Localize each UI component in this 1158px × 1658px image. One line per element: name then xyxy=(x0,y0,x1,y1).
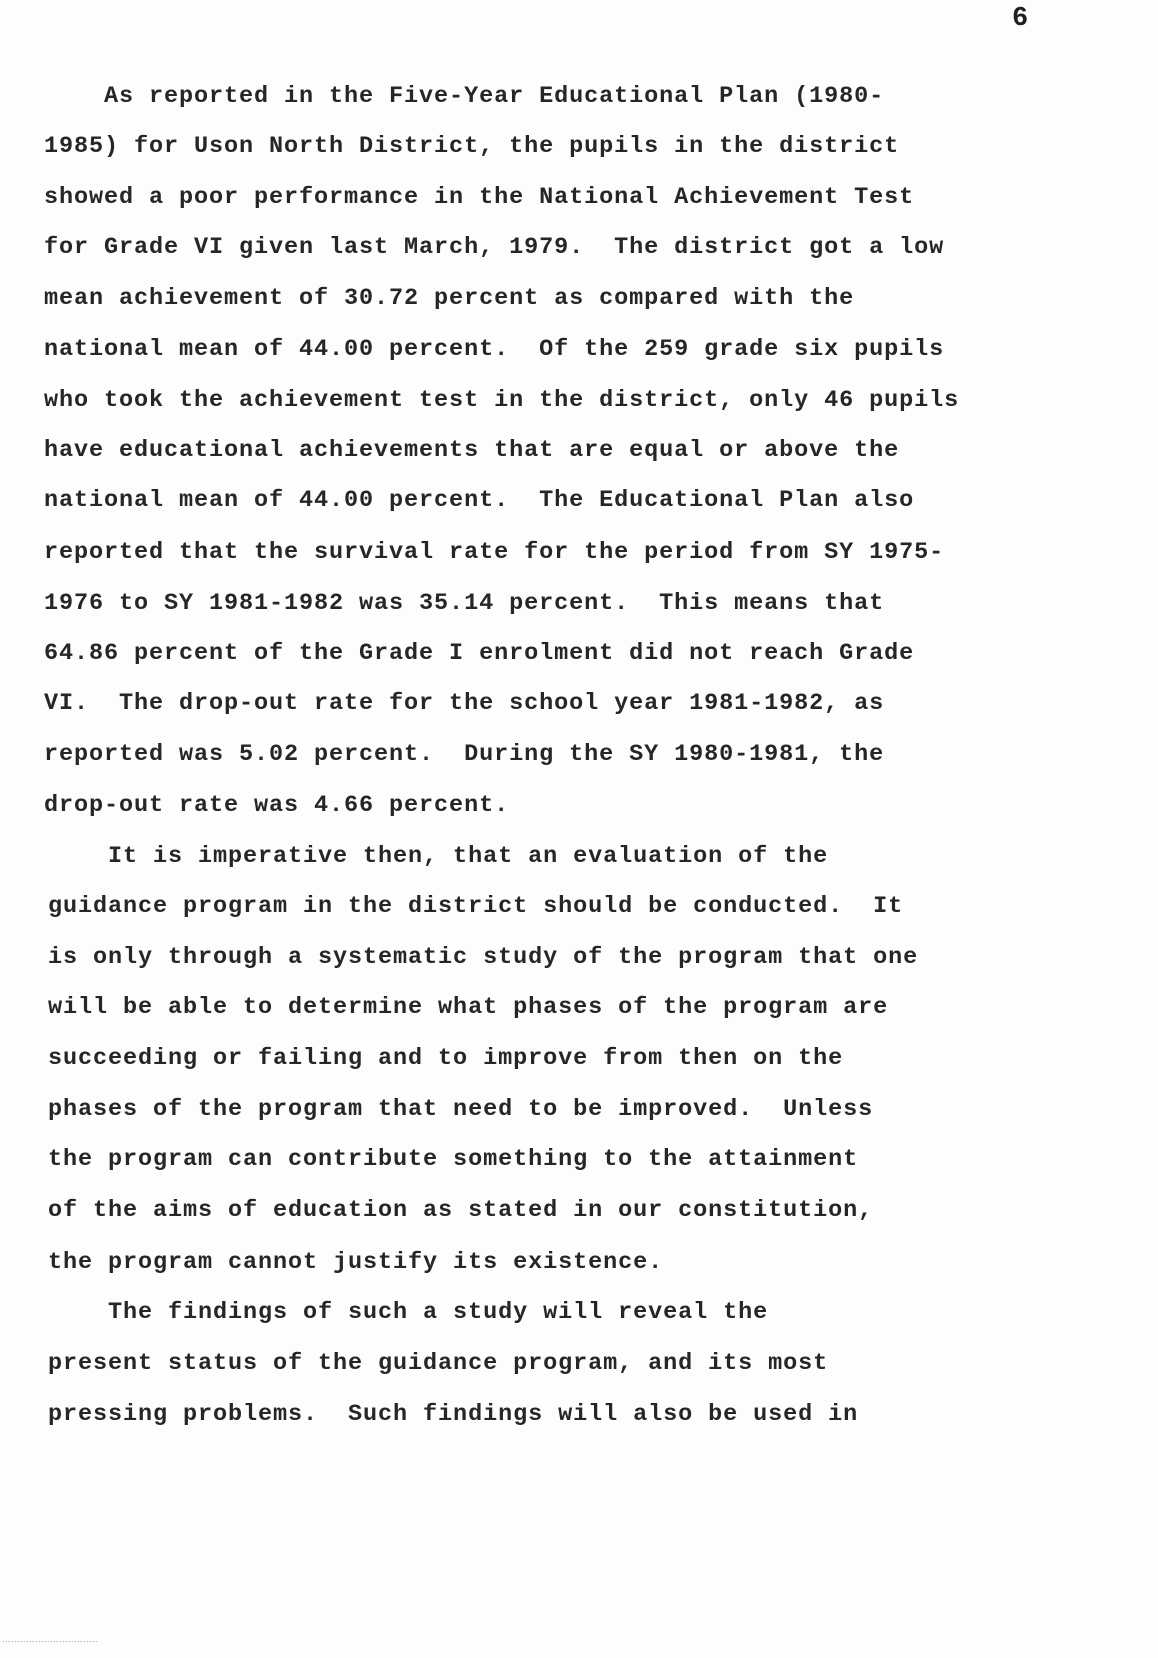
text-line-9: national mean of 44.00 percent. The Educational Plan also xyxy=(44,487,915,514)
scan-footer-note: ................................ xyxy=(2,1634,99,1644)
text-line-3: showed a poor performance in the National Achievement Test xyxy=(44,184,915,211)
text-line-18: is only through a systematic study of the program that one xyxy=(48,944,919,971)
text-line-7: who took the achievement test in the district, only 46 pupils xyxy=(44,387,960,414)
text-line-11: 1976 to SY 1981-1982 was 35.14 percent. This means that xyxy=(44,590,885,617)
text-line-17: guidance program in the district should be conducted. It xyxy=(48,893,904,920)
text-line-27: pressing problems. Such findings will also be used in xyxy=(48,1401,859,1428)
text-line-24: the program cannot justify its existence. xyxy=(48,1249,664,1276)
page-number: 6 xyxy=(1012,4,1029,34)
text-line-23: of the aims of education as stated in our constitution, xyxy=(48,1197,874,1224)
text-line-19: will be able to determine what phases of the program are xyxy=(48,994,889,1021)
text-line-1: As reported in the Five-Year Educational Plan (1980- xyxy=(44,83,885,110)
text-line-8: have educational achievements that are equal or above the xyxy=(44,437,900,464)
text-line-16: It is imperative then, that an evaluation of the xyxy=(48,843,829,870)
text-line-4: for Grade VI given last March, 1979. The district got a low xyxy=(44,234,945,261)
text-line-21: phases of the program that need to be improved. Unless xyxy=(48,1096,874,1123)
text-line-2: 1985) for Uson North District, the pupils in the district xyxy=(44,133,900,160)
text-line-5: mean achievement of 30.72 percent as compared with the xyxy=(44,285,855,312)
text-line-10: reported that the survival rate for the period from SY 1975- xyxy=(44,539,945,566)
text-line-15: drop-out rate was 4.66 percent. xyxy=(44,792,510,819)
text-line-13: VI. The drop-out rate for the school year 1981-1982, as xyxy=(44,690,885,717)
text-line-12: 64.86 percent of the Grade I enrolment did not reach Grade xyxy=(44,640,915,667)
text-line-25: The findings of such a study will reveal the xyxy=(48,1299,769,1326)
text-line-20: succeeding or failing and to improve from then on the xyxy=(48,1045,844,1072)
text-line-6: national mean of 44.00 percent. Of the 259 grade six pupils xyxy=(44,336,945,363)
text-line-22: the program can contribute something to the attainment xyxy=(48,1146,859,1173)
text-line-26: present status of the guidance program, and its most xyxy=(48,1350,829,1377)
text-line-14: reported was 5.02 percent. During the SY 1980-1981, the xyxy=(44,741,885,768)
